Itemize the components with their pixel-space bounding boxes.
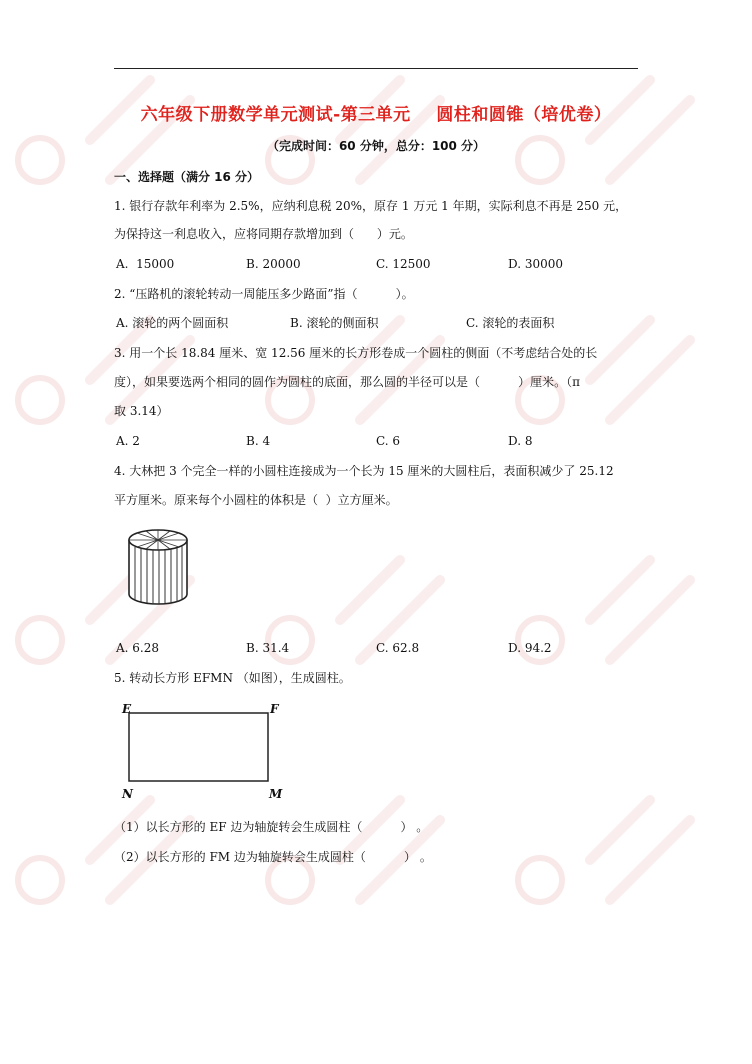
question-4-option-d: D. 94.2: [508, 641, 552, 655]
question-3-option-b: B. 4: [246, 434, 271, 448]
question-1-option-b: B. 20000: [246, 257, 301, 271]
rectangle-efmn-figure: [118, 700, 278, 784]
page-title: 六年级下册数学单元测试-第三单元 圆柱和圆锥（培优卷）: [140, 105, 612, 125]
question-2-option-a: A. 滚轮的两个圆面积: [116, 316, 229, 330]
header-rule: [114, 68, 638, 69]
vertex-label-n: N: [122, 787, 133, 801]
question-5-line-1: 5. 转动长方形 EFMN （如图），生成圆柱。: [114, 671, 351, 685]
question-2-option-b: B. 滚轮的侧面积: [290, 316, 379, 330]
cylinder-figure: [126, 526, 190, 610]
question-3-line-1: 3. 用一个长 18.84 厘米、宽 12.56 厘米的长方形卷成一个圆柱的侧面（不考虑结合处的长: [114, 346, 598, 360]
question-2-line-1: 2. “压路机的滚轮转动一周能压多少路面”指（ ）。: [114, 287, 414, 301]
question-2-option-c: C. 滚轮的表面积: [466, 316, 555, 330]
question-3-option-d: D. 8: [508, 434, 533, 448]
vertex-label-m: M: [269, 787, 283, 801]
question-3-option-c: C. 6: [376, 434, 401, 448]
page-subtitle: （完成时间：60 分钟，总分：100 分）: [266, 139, 486, 153]
question-4-option-a: A. 6.28: [116, 641, 160, 655]
vertex-label-e: E: [122, 702, 132, 716]
question-4-option-b: B. 31.4: [246, 641, 290, 655]
question-4-option-c: C. 62.8: [376, 641, 420, 655]
question-4-line-1: 4. 大林把 3 个完全一样的小圆柱连接成为一个长为 15 厘米的大圆柱后，表面积减少了 25.12: [114, 464, 614, 478]
question-5-sub-2: （2）以长方形的 FM 边为轴旋转会生成圆柱（ ） 。: [114, 850, 432, 864]
question-3-line-2: 度），如果要选两个相同的圆作为圆柱的底面，那么圆的半径可以是（ ）厘米。（π: [114, 375, 581, 389]
vertex-label-f: F: [270, 702, 279, 716]
question-1-option-a: A. 15000: [116, 257, 175, 271]
question-1-line-1: 1. 银行存款年利率为 2.5%，应纳利息税 20%，原存 1 万元 1 年期，实际利息不再是 250 元，: [114, 199, 628, 213]
question-1-line-2: 为保持这一利息收入，应将同期存款增加到（ ）元。: [114, 227, 413, 241]
question-5-sub-1: （1）以长方形的 EF 边为轴旋转会生成圆柱（ ） 。: [114, 820, 429, 834]
question-4-line-2: 平方厘米。原来每个小圆柱的体积是（ ）立方厘米。: [114, 493, 398, 507]
question-1-option-d: D. 30000: [508, 257, 563, 271]
section-heading: 一、选择题（满分 16 分）: [114, 170, 260, 184]
question-3-option-a: A. 2: [116, 434, 140, 448]
question-1-option-c: C. 12500: [376, 257, 431, 271]
question-3-line-3: 取 3.14）: [114, 404, 169, 418]
